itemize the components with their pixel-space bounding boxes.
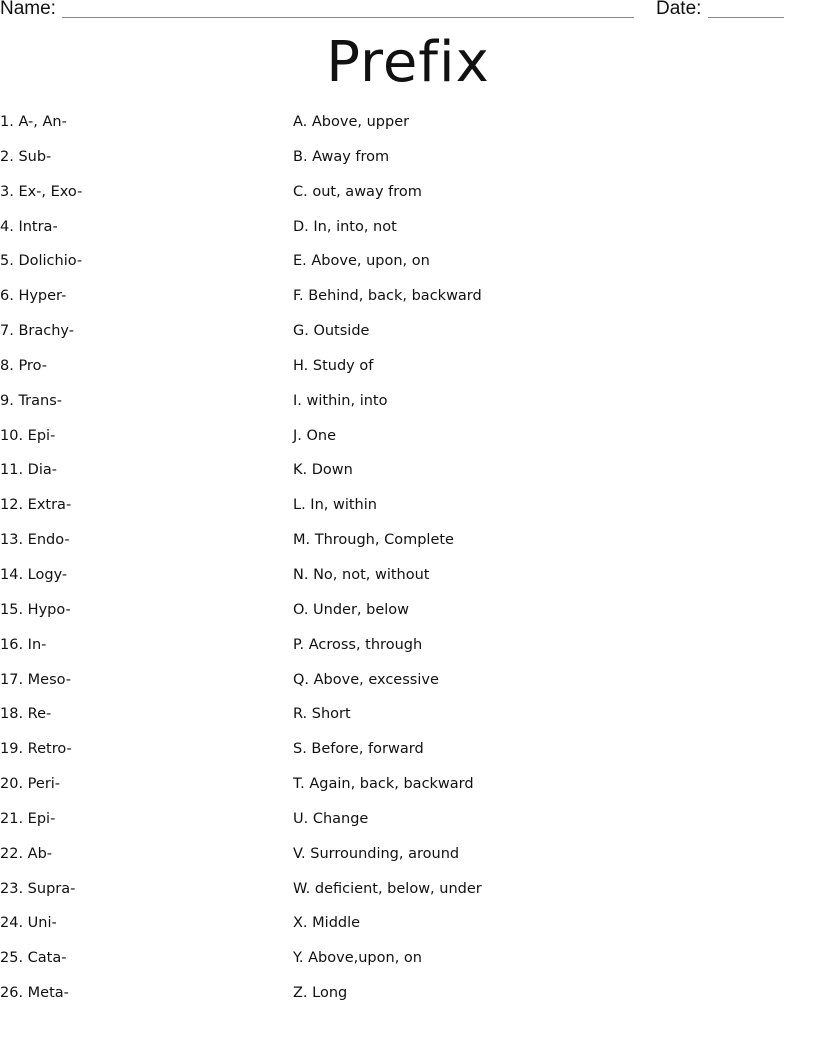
meaning-item: R. Short: [293, 706, 351, 723]
meaning-item: N. No, not, without: [293, 566, 430, 583]
meaning-item: B. Away from: [293, 148, 390, 165]
prefix-item: 26. Meta-: [0, 985, 69, 1002]
meaning-item: Z. Long: [293, 985, 348, 1002]
page-title: Prefix: [326, 30, 490, 95]
meaning-item: M. Through, Complete: [293, 532, 454, 549]
prefix-item: 25. Cata-: [0, 950, 67, 967]
prefix-item: 23. Supra-: [0, 880, 76, 897]
name-blank-line[interactable]: [62, 17, 634, 18]
prefix-item: 10. Epi-: [0, 427, 56, 444]
prefix-item: 5. Dolichio-: [0, 253, 83, 270]
prefix-item: 15. Hypo-: [0, 601, 71, 618]
worksheet-header: [0, 0, 816, 24]
meaning-item: H. Study of: [293, 357, 374, 374]
meaning-item: V. Surrounding, around: [293, 845, 460, 862]
meaning-item: S. Before, forward: [293, 741, 424, 758]
prefix-item: 17. Meso-: [0, 671, 72, 688]
meaning-item: J. One: [293, 427, 337, 444]
meaning-item: D. In, into, not: [293, 218, 397, 235]
prefix-item: 12. Extra-: [0, 497, 72, 514]
date-label: Date:: [656, 0, 702, 19]
prefix-item: 21. Epi-: [0, 810, 56, 827]
prefix-item: 20. Peri-: [0, 776, 61, 793]
prefix-item: 4. Intra-: [0, 218, 58, 235]
meaning-item: U. Change: [293, 810, 369, 827]
prefix-item: 2. Sub-: [0, 148, 52, 165]
prefix-item: 11. Dia-: [0, 462, 57, 479]
prefix-item: 9. Trans-: [0, 392, 62, 409]
prefix-item: 7. Brachy-: [0, 323, 74, 340]
meaning-item: C. out, away from: [293, 183, 422, 200]
prefix-item: 22. Ab-: [0, 845, 53, 862]
meaning-item: Y. Above,upon, on: [293, 950, 422, 967]
date-blank-line[interactable]: [708, 17, 784, 18]
meaning-item: G. Outside: [293, 323, 370, 340]
meaning-item: W. deficient, below, under: [293, 880, 482, 897]
meaning-item: K. Down: [293, 462, 353, 479]
meaning-item: F. Behind, back, backward: [293, 288, 482, 305]
meaning-item: Q. Above, excessive: [293, 671, 439, 688]
prefix-item: 1. A-, An-: [0, 114, 67, 130]
prefix-item: 19. Retro-: [0, 741, 72, 758]
prefix-list: [0, 112, 82, 1018]
prefix-item: 24. Uni-: [0, 915, 57, 932]
prefix-item: 8. Pro-: [0, 357, 47, 374]
meaning-item: O. Under, below: [293, 601, 410, 618]
meaning-item: E. Above, upon, on: [293, 253, 430, 270]
name-label: Name:: [0, 0, 56, 19]
meaning-item: A. Above, upper: [293, 114, 410, 130]
meaning-item: I. within, into: [293, 392, 388, 409]
prefix-item: 3. Ex-, Exo-: [0, 183, 83, 200]
meaning-item: X. Middle: [293, 915, 361, 932]
meaning-item: P. Across, through: [293, 636, 423, 653]
meaning-item: L. In, within: [293, 497, 377, 514]
prefix-item: 14. Logy-: [0, 566, 68, 583]
prefix-item: 16. In-: [0, 636, 47, 653]
prefix-item: 13. Endo-: [0, 532, 70, 549]
prefix-item: 18. Re-: [0, 706, 52, 723]
meaning-list: [293, 112, 482, 1018]
meaning-item: T. Again, back, backward: [293, 776, 474, 793]
prefix-item: 6. Hyper-: [0, 288, 67, 305]
